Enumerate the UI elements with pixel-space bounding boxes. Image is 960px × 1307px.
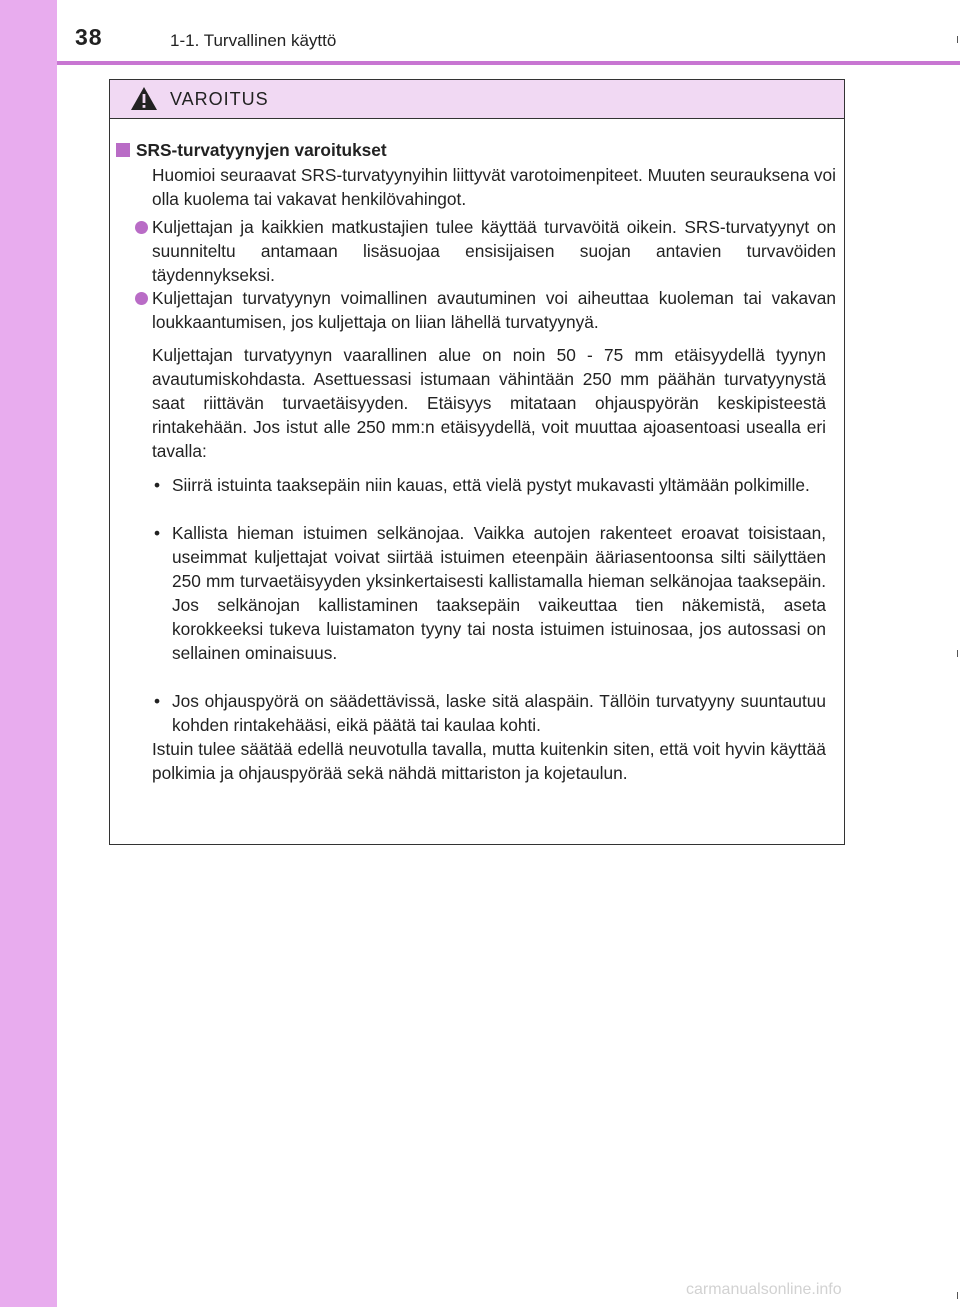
- square-bullet-icon: [116, 143, 130, 157]
- warning-label: VAROITUS: [170, 89, 269, 109]
- margin-tick: [957, 1292, 958, 1299]
- list-item: [154, 473, 826, 497]
- warning-heading: [116, 138, 387, 162]
- round-bullet-icon: [135, 221, 148, 234]
- point-2-paragraph: Kuljettajan turvatyynyn voimallinen avautuminen voi aiheuttaa kuoleman tai vakavan loukkaantumisen, jos kuljettaja on liian lähellä turvatyynyä.: [152, 288, 836, 332]
- bullet-mark: •: [154, 691, 161, 711]
- closing-paragraph: Istuin tulee säätää edellä neuvotulla tavalla, mutta kuitenkin siten, että voit hyvin käyttää polkimia ja ohjauspyörää sekä nähdä mittariston ja kojetaulun.: [152, 739, 826, 783]
- warning-header: [110, 80, 844, 119]
- margin-tick: [957, 36, 958, 43]
- bullet-mark: •: [154, 475, 161, 495]
- bullet-mark: •: [154, 523, 161, 543]
- header-rule: [57, 61, 960, 65]
- list-item-text: Jos ohjauspyörä on säädettävissä, laske sitä alaspäin. Tällöin turvatyyny suuntautuu kohden rintakehääsi, eikä päätä tai kaulaa kohti.: [172, 691, 826, 735]
- list-item-text: Siirrä istuinta taaksepäin niin kauas, että vielä pystyt mukavasti yltämään polkimille.: [172, 475, 810, 495]
- watermark: carmanualsonline.info: [686, 1281, 842, 1298]
- list-item: [154, 689, 826, 737]
- warning-triangle-icon: [130, 86, 158, 111]
- list-item: [154, 521, 826, 665]
- section-title: 1-1. Turvallinen käyttö: [170, 31, 337, 50]
- page-number: 38: [75, 24, 103, 50]
- warning-box: [109, 79, 845, 845]
- warning-heading-text: SRS-turvatyynyjen varoitukset: [136, 140, 387, 160]
- margin-tick: [957, 650, 958, 657]
- round-bullet-icon: [135, 292, 148, 305]
- intro-paragraph: Huomioi seuraavat SRS-turvatyynyihin liittyvät varotoimenpiteet. Muuten seurauksena voi olla kuolema tai vakavat henkilövahingot.: [152, 165, 836, 209]
- point-2-detail-paragraph: Kuljettajan turvatyynyn vaarallinen alue on noin 50 - 75 mm etäisyydellä tyynyn avautumiskohdasta. Asettuessasi istumaan vähintään 250 mm päähän turvatyynystä saat riittävän turvaetäisyyden. Etäisyys mitataan ohjauspyörän keskipisteestä rintakehään. Jos istut alle 250 mm:n etäisyydellä, voit muuttaa ajoasentoasi usealla eri tavalla:: [152, 345, 826, 461]
- chapter-side-bar: [0, 0, 57, 1307]
- point-1-paragraph: Kuljettajan ja kaikkien matkustajien tulee käyttää turvavöitä oikein. SRS-turvatyynyt on suunniteltu antamaan lisäsuojaa ensisijaisen suojan antavien turvavöiden täydennykseksi.: [152, 217, 836, 285]
- list-item-text: Kallista hieman istuimen selkänojaa. Vaikka autojen rakenteet eroavat toisistaan, useimmat kuljettajat voivat siirtää istuimen eteenpäin ääriasentoonsa silti säilyttäen 250 mm turvaetäisyyden yksinkertaisesti kallistamalla hieman selkänojaa taaksepäin. Jos selkänojan kallistaminen taaksepäin vaikeuttaa tien näkemistä, aseta korokkeeksi tukeva luistamaton tyyny tai nosta istuimen istuinosaa, jos autossasi on sellainen ominaisuus.: [172, 523, 826, 663]
